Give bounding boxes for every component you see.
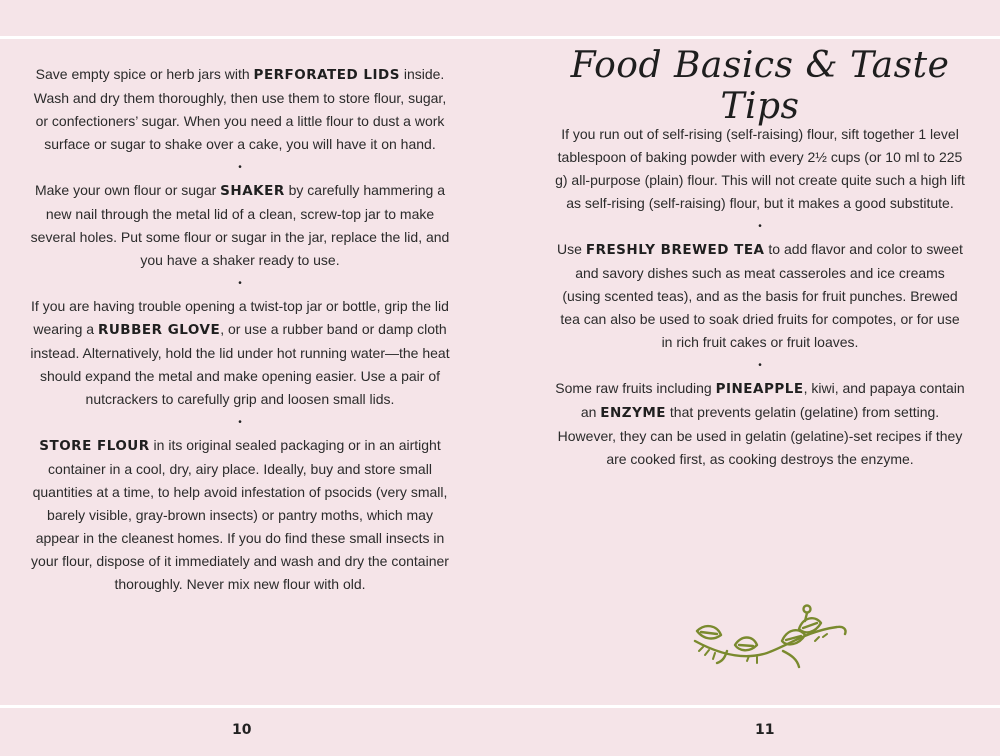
- tip-text: Use: [557, 241, 586, 257]
- tip-enzyme: [555, 377, 965, 471]
- tip-text: Make your own flour or sugar: [34, 182, 221, 198]
- keyword: FRESHLY BREWED TEA: [585, 242, 765, 258]
- tip-self-rising-flour: [555, 123, 965, 215]
- tip-shaker: [30, 179, 450, 272]
- leafy-vine-icon: [687, 601, 852, 671]
- bullet-separator: •: [758, 360, 762, 371]
- tip-text: inside. Wash and dry them thoroughly, then use them to store flour, sugar, or confectioners’ sugar. When you need a little flour to dust a work surface or sugar to shake over a cake, you will have it on hand.: [33, 66, 447, 152]
- tip-text: to add flavor and color to sweet and savory dishes such as meat casseroles and ice creams (using scented teas), and as the basis for fruit punches. Brewed tea can also be used to soak dried fruits for compotes, or for use in rich fruit cakes or fruit loaves.: [560, 241, 963, 350]
- tip-store-flour: [30, 434, 450, 596]
- bullet-separator: •: [238, 417, 242, 428]
- tip-perforated-lids: [30, 63, 450, 156]
- keyword: STORE FLOUR: [39, 438, 150, 454]
- bullet-separator: •: [238, 278, 242, 289]
- page-number-right: 11: [755, 722, 775, 738]
- tip-text: , kiwi, and papaya contain an: [580, 380, 965, 420]
- left-page-content: [30, 39, 450, 596]
- book-spread: [0, 36, 1000, 708]
- keyword: RUBBER GLOVE: [97, 322, 221, 338]
- tip-text: in its original sealed packaging or in an airtight container in a cool, dry, airy place. Ideally, buy and store small quantities at a time, to help avoid infestation of psocids (very small, barely visible, gray-brown insects) or pantry moths, which may appear in the cleanest homes. If you do find these small insects in your flour, dispose of it immediately and wash and dry the container thoroughly. Never mix new flour with old.: [31, 437, 449, 592]
- page-number-left: 10: [232, 722, 252, 738]
- bullet-separator: •: [238, 162, 242, 173]
- right-page: [555, 39, 965, 705]
- tip-text: , or use a rubber band or damp cloth instead. Alternatively, hold the lid under hot running water—the heat should expand the metal and make opening easier. Use a pair of nutcrackers to carefully grip and loosen small lids.: [30, 321, 450, 407]
- tip-text: Some raw fruits including: [555, 380, 716, 396]
- tip-rubber-glove: [30, 295, 450, 411]
- tip-brewed-tea: [555, 238, 965, 354]
- tip-text: that prevents gelatin (gelatine) from setting. However, they can be used in gelatin (gelatine)-set recipes if they are cooked first, as cooking destroys the enzyme.: [557, 404, 963, 467]
- keyword: PINEAPPLE: [715, 381, 804, 397]
- keyword: PERFORATED LIDS: [253, 67, 400, 83]
- bullet-separator: •: [758, 221, 762, 232]
- tip-text: by carefully hammering a new nail through the metal lid of a clean, screw-top jar to make several holes. Put some flour or sugar in the jar, replace the lid, and you have a shaker ready to use.: [30, 182, 450, 268]
- tip-text: If you are having trouble opening a twist-top jar or bottle, grip the lid wearing a: [31, 298, 449, 337]
- tip-text: If you run out of self-rising (self-raising) flour, sift together 1 level tablespoon of baking powder with every 2½ cups (or 10 ml to 225 g) all-purpose (plain) flour. This will not create quite such a high lift as self-rising (self-raising) flour, but it makes a good substitute.: [555, 126, 965, 211]
- keyword: ENZYME: [600, 405, 667, 421]
- tip-text: Save empty spice or herb jars with: [35, 66, 254, 82]
- top-margin: [0, 0, 1000, 36]
- footer: [0, 708, 1000, 756]
- keyword: SHAKER: [220, 183, 285, 199]
- left-page: [30, 39, 450, 705]
- page-title: Food Basics & Taste Tips: [570, 45, 950, 127]
